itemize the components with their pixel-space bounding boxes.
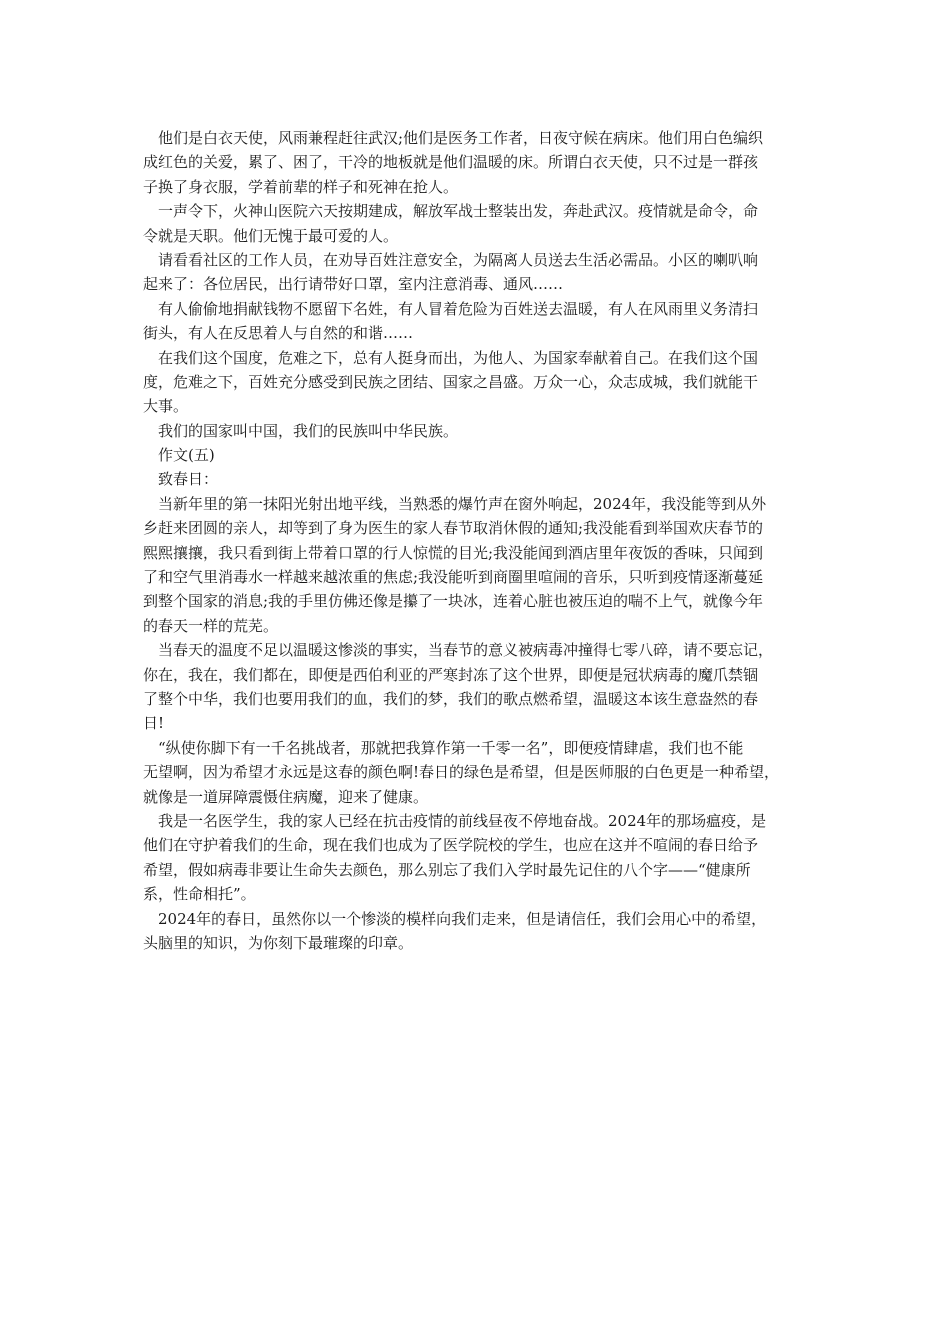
text-line: 到整个国家的消息;我的手里仿佛还像是攥了一块冰，连着心脏也被压迫的喘不上气，就像今年 [143, 592, 764, 611]
text-line: 日! [143, 714, 165, 733]
text-line: 乡赶来团圆的亲人，却等到了身为医生的家人春节取消休假的通知;我没能看到举国欢庆春节的 [143, 519, 764, 538]
text-line: 就像是一道屏障震慑住病魔，迎来了健康。 [143, 787, 429, 806]
document-body [143, 126, 807, 955]
text-line: 当春天的温度不足以温暖这惨淡的事实，当春节的意义被病毒冲撞得七零八碎，请不要忘记， [143, 641, 774, 660]
text-line: 大事。 [143, 397, 189, 416]
text-line: “纵使你脚下有一千名挑战者，那就把我算作第一千零一名”，即便疫情肆虐，我们也不能 [143, 738, 744, 757]
text-line: 令就是天职。他们无愧于最可爱的人。 [143, 226, 399, 245]
text-line: 有人偷偷地捐献钱物不愿留下名姓，有人冒着危险为百姓送去温暖，有人在风雨里义务清扫 [143, 299, 759, 318]
text-line: 头脑里的知识，为你刻下最璀璨的印章。 [143, 933, 414, 952]
text-line: 子换了身衣服，学着前辈的样子和死神在抢人。 [143, 177, 459, 196]
text-line: 了整个中华，我们也要用我们的血，我们的梦，我们的歌点燃希望，温暖这本该生意盎然的春 [143, 689, 759, 708]
text-line: 当新年里的第一抹阳光射出地平线，当熟悉的爆竹声在窗外响起，2024年，我没能等到从外 [143, 494, 767, 513]
text-line: 我们的国家叫中国，我们的民族叫中华民族。 [143, 421, 459, 440]
text-line: 他们在守护着我们的生命，现在我们也成为了医学院校的学生，也应在这并不喧闹的春日给予 [143, 836, 759, 855]
text-line: 请看看社区的工作人员，在劝导百姓注意安全，为隔离人员送去生活必需品。小区的喇叭响 [143, 250, 759, 269]
text-line: 无望啊，因为希望才永远是这春的颜色啊!春日的绿色是希望，但是医师服的白色更是一种希望， [143, 763, 780, 782]
text-line: 2024年的春日，虽然你以一个惨淡的模样向我们走来，但是请信任，我们会用心中的希望， [143, 909, 767, 928]
text-line: 度，危难之下，百姓充分感受到民族之团结、国家之昌盛。万众一心，众志成城，我们就能干 [143, 372, 759, 391]
text-line: 你在，我在，我们都在，即便是西伯利亚的严寒封冻了这个世界，即便是冠状病毒的魔爪禁锢 [143, 665, 759, 684]
text-line: 系，性命相托”。 [143, 885, 256, 904]
text-line: 他们是白衣天使，风雨兼程赶往武汉;他们是医务工作者，日夜守候在病床。他们用白色编织 [143, 129, 764, 147]
text-line: 在我们这个国度，危难之下，总有人挺身而出，为他人、为国家奉献着自己。在我们这个国 [143, 348, 759, 367]
text-line: 致春日： [143, 470, 219, 489]
text-line: 街头，有人在反思着人与自然的和谐…… [143, 324, 414, 343]
text-line: 起来了：各位居民，出行请带好口罩，室内注意消毒、通风…… [143, 275, 564, 294]
text-line: 一声令下，火神山医院六天按期建成，解放军战士整装出发，奔赴武汉。疫情就是命令，命 [143, 202, 759, 221]
text-line: 了和空气里消毒水一样越来越浓重的焦虑;我没能听到商圈里喧闹的音乐，只听到疫情逐渐蔓延 [143, 568, 764, 587]
text-line: 作文(五) [143, 446, 215, 465]
text-line: 成红色的关爱，累了、困了，干冷的地板就是他们温暖的床。所谓白衣天使，只不过是一群孩 [143, 153, 759, 172]
text-line: 熙熙攘攘，我只看到街上带着口罩的行人惊慌的目光;我没能闻到酒店里年夜饭的香味，只闻到 [143, 543, 764, 562]
text-line: 希望，假如病毒非要让生命失去颜色，那么别忘了我们入学时最先记住的八个字——“健康所 [143, 860, 751, 879]
text-line: 我是一名医学生，我的家人已经在抗击疫情的前线昼夜不停地奋战。2024年的那场瘟疫，是 [143, 811, 767, 830]
text-line: 的春天一样的荒芜。 [143, 616, 279, 635]
